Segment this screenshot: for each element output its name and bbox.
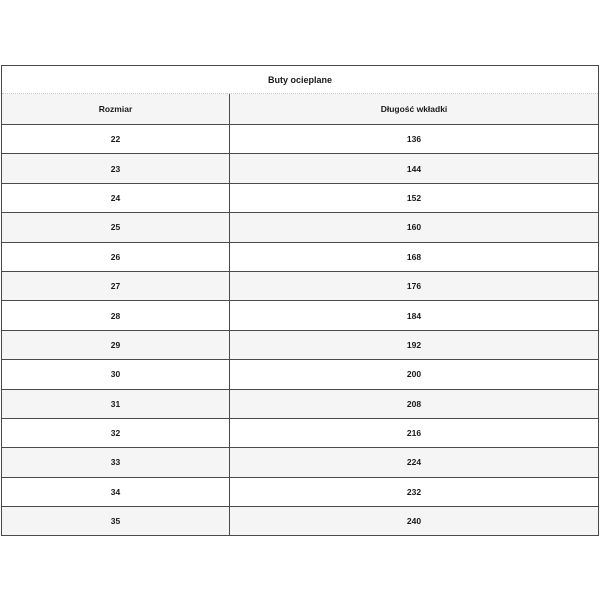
insole-length-cell: 232 <box>406 486 422 497</box>
table-header-row <box>2 94 598 124</box>
table-body <box>2 124 598 535</box>
size-cell: 28 <box>2 301 230 329</box>
size-cell: 33 <box>2 448 230 476</box>
insole-length-cell: 168 <box>406 251 422 262</box>
size-cell: 32 <box>2 419 230 447</box>
insole-length-cell: 240 <box>406 516 422 527</box>
table-row <box>2 389 598 418</box>
insole-length-cell: 192 <box>406 339 422 350</box>
table-row <box>2 183 598 212</box>
insole-length-cell: 144 <box>406 163 422 174</box>
size-cell: 25 <box>2 213 230 241</box>
insole-length-cell: 160 <box>406 222 422 233</box>
table-row <box>2 124 598 153</box>
header-size: Rozmiar <box>2 94 230 124</box>
table-row <box>2 477 598 506</box>
size-cell: 31 <box>2 390 230 418</box>
table-row <box>2 418 598 447</box>
size-cell: 24 <box>2 184 230 212</box>
table-row <box>2 506 598 535</box>
size-cell: 23 <box>2 154 230 182</box>
header-insole-length: Długość wkładki <box>380 104 448 114</box>
table-title: Buty ocieplane <box>2 66 598 94</box>
insole-length-cell: 176 <box>406 281 422 292</box>
table-row <box>2 153 598 182</box>
insole-length-cell: 152 <box>406 192 422 203</box>
size-cell: 27 <box>2 272 230 300</box>
size-cell: 26 <box>2 243 230 271</box>
table-row <box>2 359 598 388</box>
size-cell: 29 <box>2 331 230 359</box>
size-cell: 35 <box>2 507 230 535</box>
insole-length-cell: 184 <box>406 310 422 321</box>
table-row <box>2 300 598 329</box>
insole-length-cell: 224 <box>406 457 422 468</box>
size-cell: 30 <box>2 360 230 388</box>
insole-length-cell: 208 <box>406 398 422 409</box>
size-cell: 22 <box>2 125 230 153</box>
size-table <box>1 65 599 536</box>
table-row <box>2 447 598 476</box>
insole-length-cell: 136 <box>406 134 422 145</box>
insole-length-cell: 216 <box>406 428 422 439</box>
insole-length-cell: 200 <box>406 369 422 380</box>
table-row <box>2 242 598 271</box>
table-row <box>2 330 598 359</box>
table-row <box>2 212 598 241</box>
table-row <box>2 271 598 300</box>
size-cell: 34 <box>2 478 230 506</box>
